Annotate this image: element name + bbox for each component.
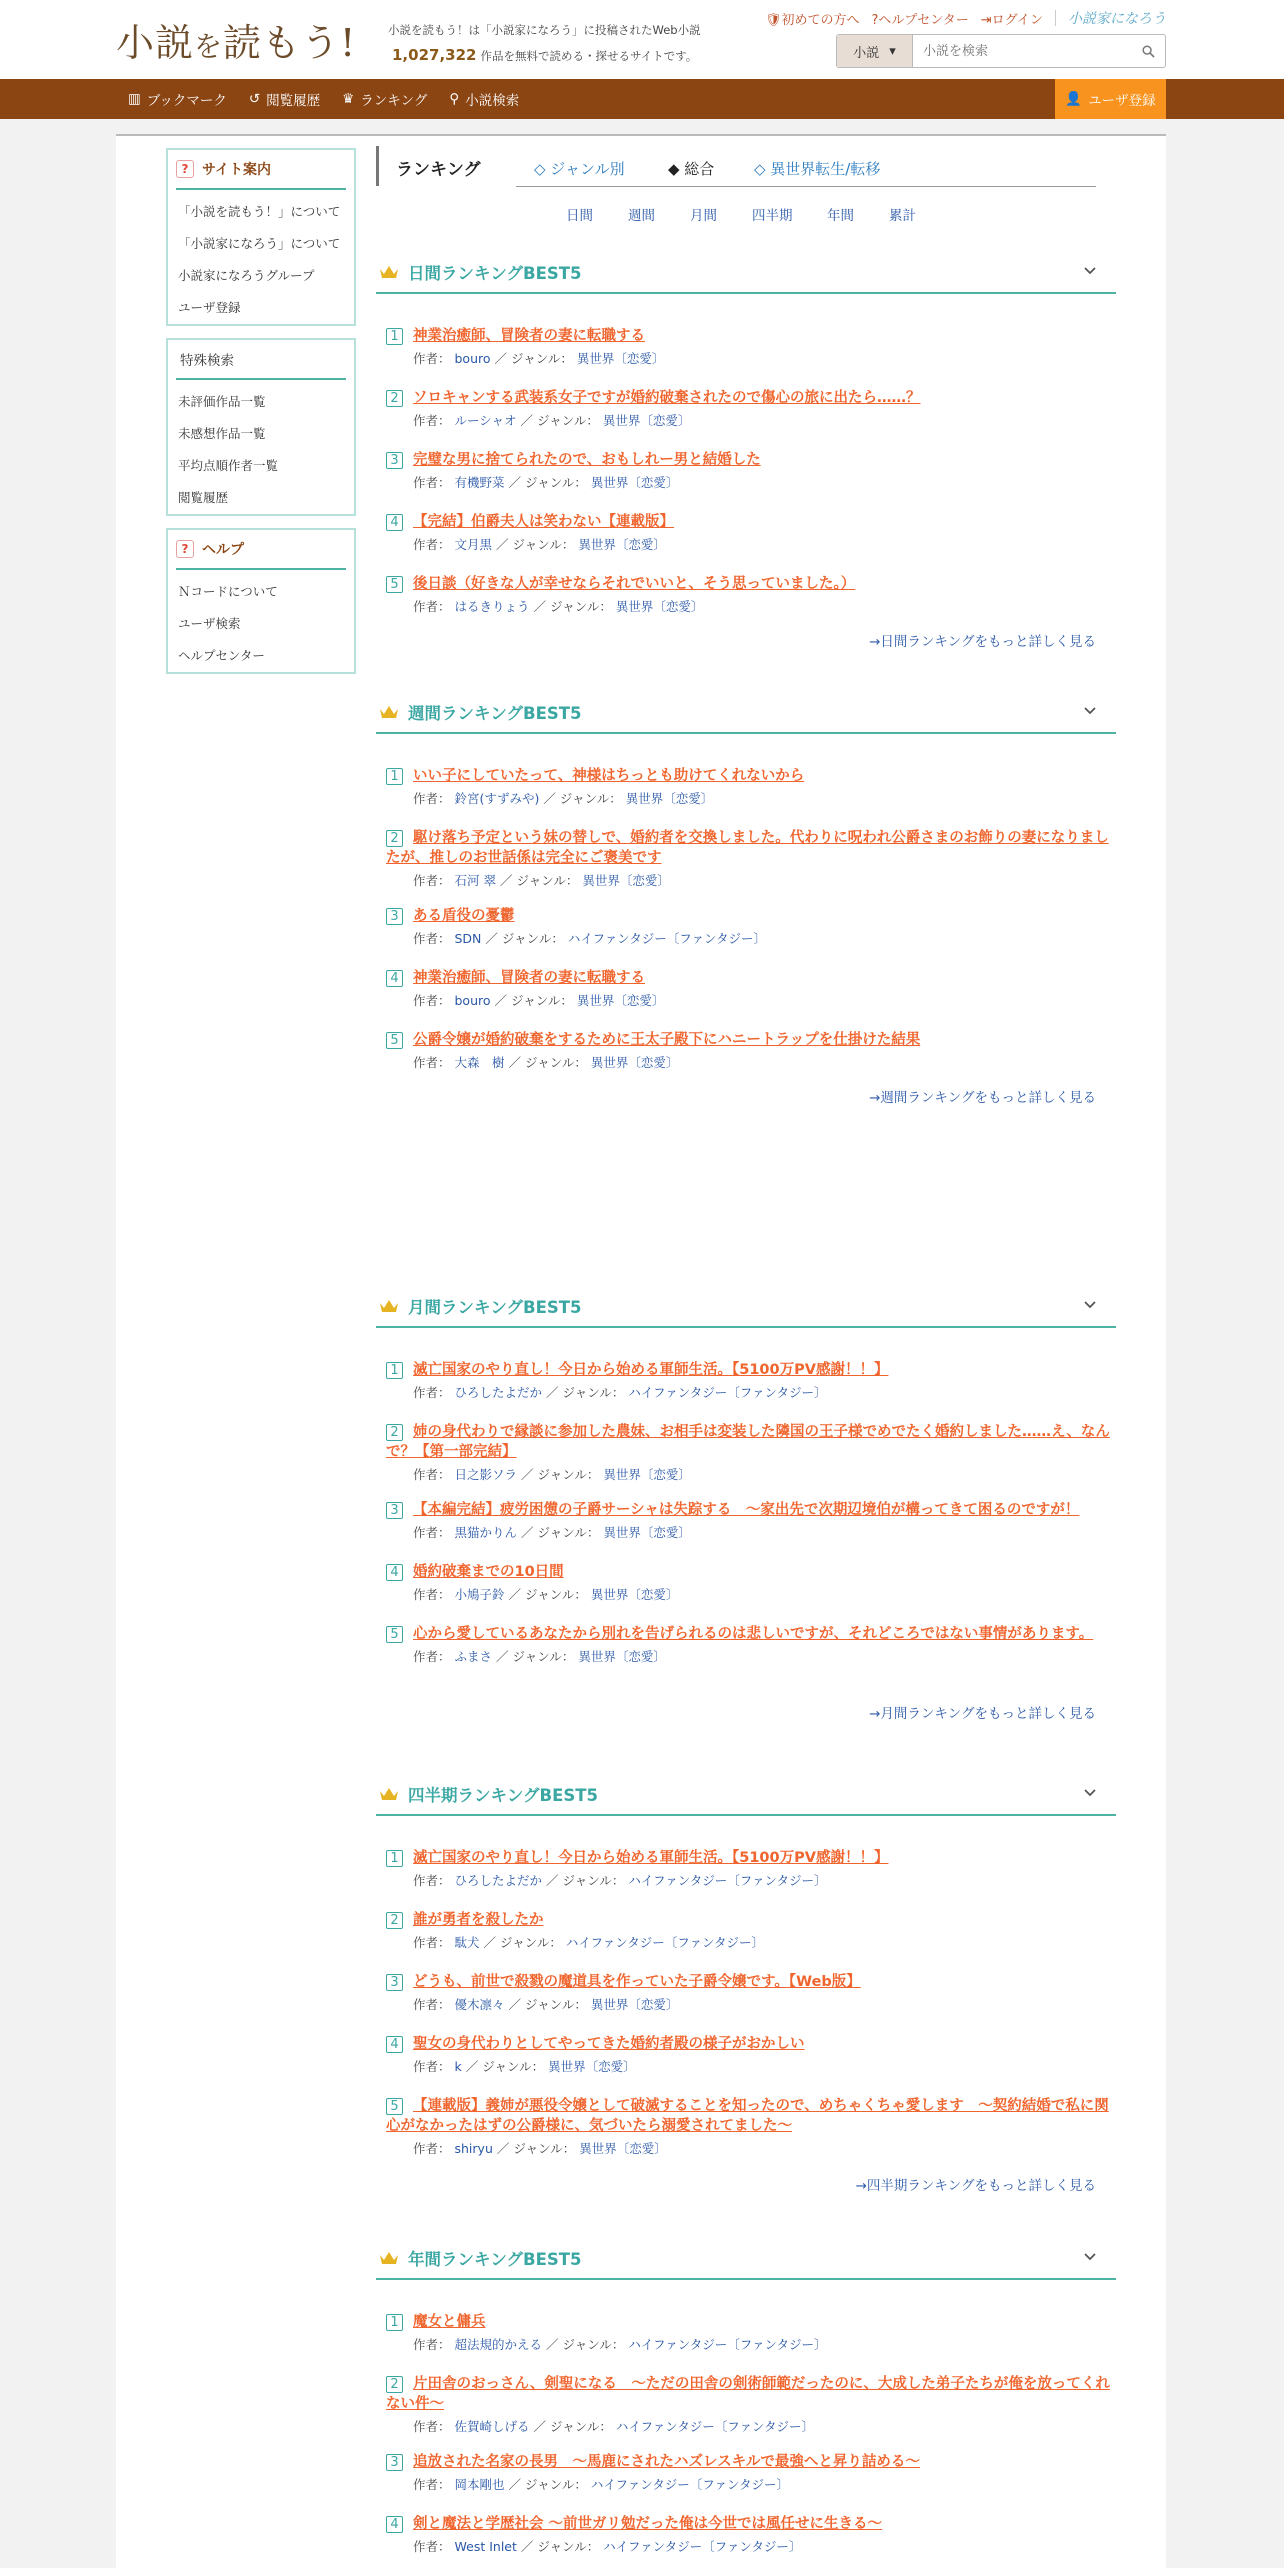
genre-label: ／ ジャンル： bbox=[533, 2419, 612, 2434]
author-label: 作者： bbox=[413, 351, 451, 366]
novel-title-link[interactable]: 完璧な男に捨てられたので、おもしれー男と結婚した bbox=[413, 452, 761, 468]
genre-link[interactable]: ハイファンタジー〔ファンタジー〕 bbox=[603, 2539, 802, 2554]
search-type-select[interactable]: 小説 ▾ bbox=[837, 35, 913, 67]
genre-label: ／ ジャンル： bbox=[508, 475, 587, 490]
crown-icon bbox=[376, 262, 402, 282]
ranking-entry bbox=[386, 1848, 1116, 1889]
author-label: 作者： bbox=[413, 537, 451, 552]
nav-history[interactable]: ↺ 閲覧履歴 bbox=[248, 91, 321, 109]
ranking-entry bbox=[386, 1500, 1116, 1541]
rank-badge: 3 bbox=[386, 452, 403, 469]
novel-title-link[interactable]: 公爵令嬢が婚約破棄をするために王太子殿下にハニートラップを仕掛けた結果 bbox=[413, 1032, 921, 1048]
sidebar-item-history[interactable]: 閲覧履歴 bbox=[178, 490, 229, 505]
ranking-entry bbox=[386, 906, 1116, 947]
author-link[interactable]: SDN bbox=[454, 931, 482, 946]
ranking-section bbox=[376, 252, 1116, 650]
author-link[interactable]: 石河 翠 bbox=[454, 873, 496, 888]
period-quarterly[interactable]: 四半期 bbox=[752, 208, 793, 224]
nav-bookmark[interactable]: ▥ ブックマーク bbox=[128, 91, 227, 109]
rank-badge: 3 bbox=[386, 1502, 403, 1519]
rank-badge: 1 bbox=[386, 328, 403, 345]
chevron-down-icon[interactable] bbox=[1082, 1784, 1098, 1800]
crown-icon bbox=[376, 2248, 402, 2268]
rank-badge: 4 bbox=[386, 970, 403, 987]
novel-meta bbox=[386, 2417, 1116, 2435]
author-link[interactable]: 有機野菜 bbox=[454, 475, 505, 490]
novel-meta bbox=[386, 929, 1116, 947]
nav-register-button[interactable]: 👤 ユーザ登録 bbox=[1055, 79, 1166, 119]
ranking-entry bbox=[386, 828, 1116, 889]
author-label: 作者： bbox=[413, 2419, 451, 2434]
rank-badge: 1 bbox=[386, 2314, 403, 2331]
author-label: 作者： bbox=[413, 791, 451, 806]
novel-meta bbox=[386, 1933, 1116, 1951]
ranking-section bbox=[376, 692, 1116, 1106]
section-title: 週間ランキングBEST5 bbox=[408, 704, 582, 723]
rank-badge: 2 bbox=[386, 1912, 403, 1929]
tab-overall[interactable]: ◆ 総合 bbox=[668, 160, 715, 178]
genre-link[interactable]: 異世界〔恋愛〕 bbox=[579, 2141, 667, 2156]
novel-meta bbox=[386, 597, 1116, 615]
rank-badge: 3 bbox=[386, 908, 403, 925]
genre-label: ／ ジャンル： bbox=[520, 2539, 600, 2554]
author-link[interactable]: 黒猫かりん bbox=[454, 1525, 518, 1540]
ranking-section bbox=[376, 1286, 1116, 1722]
rank-badge: 1 bbox=[386, 1850, 403, 1867]
genre-link[interactable]: ハイファンタジー〔ファンタジー〕 bbox=[628, 1385, 827, 1400]
page-container bbox=[116, 136, 1166, 2568]
author-link[interactable]: shiryu bbox=[454, 2141, 493, 2156]
genre-label: ／ ジャンル： bbox=[546, 1385, 625, 1400]
ranking-entry bbox=[386, 450, 1116, 491]
more-ranking-link[interactable]: →四半期ランキングをもっと詳しく見る bbox=[855, 2178, 1096, 2194]
ranking-entry bbox=[386, 968, 1116, 1009]
ranking-entry bbox=[386, 2034, 1116, 2075]
author-label: 作者： bbox=[413, 2477, 451, 2492]
sidebar-item-narou-group[interactable]: 小説家になろうグループ bbox=[178, 268, 315, 283]
sidebar-item-no-reviews[interactable]: 未感想作品一覧 bbox=[178, 426, 266, 441]
author-label: 作者： bbox=[413, 2141, 451, 2156]
genre-label: ／ ジャンル： bbox=[494, 993, 573, 1008]
author-link[interactable]: 文月黒 bbox=[454, 537, 493, 552]
ranking-entry bbox=[386, 2374, 1116, 2435]
sidebar-guide-title: サイト案内 bbox=[202, 162, 272, 178]
novel-title-link[interactable]: ある盾役の憂鬱 bbox=[413, 908, 515, 924]
section-title: 月間ランキングBEST5 bbox=[408, 1298, 582, 1317]
sidebar-help-title: ヘルプ bbox=[202, 542, 244, 558]
question-icon: ? bbox=[871, 12, 879, 28]
novel-meta bbox=[386, 1585, 1116, 1603]
first-time-link[interactable]: 🛡初めての方へ bbox=[764, 12, 860, 28]
novel-title-link[interactable]: 姉の身代わりで縁談に参加した農妹、お相手は変装した隣国の王子様でめでたく婚約しました……え、なんで？【第一部完結】 bbox=[386, 1424, 1110, 1460]
question-icon: ? bbox=[176, 540, 194, 558]
more-ranking-link[interactable]: →週間ランキングをもっと詳しく見る bbox=[869, 1090, 1096, 1106]
section-title: 年間ランキングBEST5 bbox=[408, 2250, 582, 2269]
period-weekly[interactable]: 週間 bbox=[628, 208, 655, 224]
ranking-entry bbox=[386, 2312, 1116, 2353]
author-label: 作者： bbox=[413, 2337, 451, 2352]
novel-meta bbox=[386, 789, 1116, 807]
novel-title-link[interactable]: 剣と魔法と学歴社会 〜前世ガリ勉だった俺は今世では風任せに生きる〜 bbox=[413, 2516, 883, 2532]
novel-meta bbox=[386, 1053, 1116, 1071]
novel-title-link[interactable]: ソロキャンする武装系女子ですが婚約破棄されたので傷心の旅に出たら……？ bbox=[413, 390, 921, 406]
genre-label: ／ ジャンル： bbox=[483, 1935, 562, 1950]
novel-title-link[interactable]: 誰が勇者を殺したか bbox=[413, 1912, 544, 1928]
ranking-section bbox=[376, 1774, 1116, 2194]
novel-meta bbox=[386, 411, 1116, 429]
author-label: 作者： bbox=[413, 1649, 451, 1664]
genre-link[interactable]: 異世界〔恋愛〕 bbox=[603, 1467, 691, 1482]
sidebar-help bbox=[166, 528, 356, 674]
author-link[interactable]: 佐賀崎しげる bbox=[454, 2419, 530, 2434]
novel-title-link[interactable]: どうも、前世で殺戮の魔道具を作っていた子爵令嬢です。【Web版】 bbox=[413, 1974, 861, 1990]
novel-meta bbox=[386, 2335, 1116, 2353]
ranking-entry bbox=[386, 1910, 1116, 1951]
period-monthly[interactable]: 月間 bbox=[690, 208, 717, 224]
more-ranking-link[interactable]: →月間ランキングをもっと詳しく見る bbox=[869, 1706, 1096, 1722]
author-link[interactable]: West Inlet bbox=[454, 2539, 517, 2554]
ranking-entry bbox=[386, 1422, 1116, 1483]
rank-badge: 2 bbox=[386, 2376, 403, 2393]
genre-label: ／ ジャンル： bbox=[508, 1055, 587, 1070]
novel-title-link[interactable]: 【連載版】義姉が悪役令嬢として破滅することを知ったので、めちゃくちゃ愛します 〜契約結婚で私に関心がなかったはずの公爵様に、気づいたら溺愛されてました〜 bbox=[386, 2098, 1109, 2134]
section-header bbox=[376, 1286, 1116, 1328]
author-link[interactable]: bouro bbox=[454, 993, 491, 1008]
crown-icon: ♛ bbox=[342, 91, 355, 107]
period-cumulative[interactable]: 累計 bbox=[889, 208, 916, 224]
author-label: 作者： bbox=[413, 1587, 451, 1602]
author-link[interactable]: 小鳩子鈴 bbox=[454, 1587, 505, 1602]
genre-label: ／ ジャンル： bbox=[499, 873, 579, 888]
main-nav bbox=[0, 79, 1284, 119]
genre-link[interactable]: 異世界〔恋愛〕 bbox=[576, 993, 665, 1008]
rank-badge: 2 bbox=[386, 830, 403, 847]
author-label: 作者： bbox=[413, 1525, 451, 1540]
ranking-entry bbox=[386, 2096, 1116, 2157]
genre-label: ／ ジャンル： bbox=[543, 791, 622, 806]
divider bbox=[1055, 10, 1056, 26]
genre-link[interactable]: 異世界〔恋愛〕 bbox=[590, 1055, 679, 1070]
ranking-entry bbox=[386, 1360, 1116, 1401]
genre-label: ／ ジャンル： bbox=[546, 1873, 625, 1888]
genre-label: ／ ジャンル： bbox=[496, 2141, 576, 2156]
genre-label: ／ ジャンル： bbox=[485, 931, 564, 946]
author-link[interactable]: 大森 樹 bbox=[454, 1055, 505, 1070]
author-link[interactable]: k bbox=[454, 2059, 462, 2074]
section-title: 四半期ランキングBEST5 bbox=[408, 1786, 598, 1805]
novel-title-link[interactable]: 追放された名家の長男 〜馬鹿にされたハズレスキルで最強へと昇り詰める〜 bbox=[413, 2454, 920, 2470]
rank-badge: 2 bbox=[386, 1424, 403, 1441]
genre-label: ／ ジャンル： bbox=[494, 351, 573, 366]
novel-meta bbox=[386, 2139, 1116, 2157]
genre-label: ／ ジャンル： bbox=[533, 599, 612, 614]
genre-link[interactable]: ハイファンタジー〔ファンタジー〕 bbox=[615, 2419, 815, 2434]
rank-badge: 1 bbox=[386, 768, 403, 785]
genre-link[interactable]: ハイファンタジー〔ファンタジー〕 bbox=[567, 931, 766, 946]
author-label: 作者： bbox=[413, 993, 451, 1008]
help-center-link[interactable]: ?ヘルプセンター bbox=[871, 12, 969, 28]
author-link[interactable]: 超法規的かえる bbox=[454, 2337, 543, 2352]
genre-link[interactable]: 異世界〔恋愛〕 bbox=[578, 1649, 666, 1664]
ranking-entry bbox=[386, 1972, 1116, 2013]
genre-link[interactable]: 異世界〔恋愛〕 bbox=[602, 413, 691, 428]
ranking-entry bbox=[386, 388, 1116, 429]
page-title: ランキング bbox=[396, 160, 481, 180]
ranking-entry bbox=[386, 766, 1116, 807]
novel-meta bbox=[386, 1465, 1116, 1483]
author-label: 作者： bbox=[413, 1997, 451, 2012]
novel-meta bbox=[386, 2475, 1116, 2493]
rank-badge: 4 bbox=[386, 2516, 403, 2533]
genre-link[interactable]: 異世界〔恋愛〕 bbox=[548, 2059, 636, 2074]
novel-meta bbox=[386, 2537, 1116, 2555]
top-links bbox=[765, 8, 1166, 28]
novel-meta bbox=[386, 991, 1116, 1009]
rank-badge: 5 bbox=[386, 1032, 403, 1049]
rank-badge: 2 bbox=[386, 390, 403, 407]
rank-badge: 5 bbox=[386, 2098, 403, 2115]
novel-meta bbox=[386, 1995, 1116, 2013]
crown-icon bbox=[376, 1784, 402, 1804]
novel-title-link[interactable]: 神業治癒師、冒険者の妻に転職する bbox=[413, 328, 645, 344]
novel-title-link[interactable]: 神業治癒師、冒険者の妻に転職する bbox=[413, 970, 645, 986]
genre-link[interactable]: 異世界〔恋愛〕 bbox=[582, 873, 670, 888]
genre-label: ／ ジャンル： bbox=[496, 1649, 575, 1664]
work-count-line bbox=[392, 46, 697, 64]
author-link[interactable]: 岡本剛也 bbox=[454, 2477, 505, 2492]
sidebar-item-about-yomou[interactable]: 「小説を読もう！」について bbox=[178, 204, 341, 219]
ranking-entry bbox=[386, 326, 1116, 367]
genre-label: ／ ジャンル： bbox=[520, 413, 599, 428]
sidebar-item-unrated[interactable]: 未評価作品一覧 bbox=[178, 394, 266, 409]
rank-badge: 5 bbox=[386, 1626, 403, 1643]
author-label: 作者： bbox=[413, 599, 451, 614]
author-link[interactable]: はるきりょう bbox=[454, 599, 530, 614]
sidebar-site-guide bbox=[166, 148, 356, 326]
sidebar-item-average-score[interactable]: 平均点順作者一覧 bbox=[178, 458, 279, 473]
search-box bbox=[836, 34, 1166, 68]
search-button[interactable] bbox=[1131, 35, 1165, 67]
author-link[interactable]: bouro bbox=[454, 351, 491, 366]
ranking-entry bbox=[386, 2514, 1116, 2555]
author-link[interactable]: ふまさ bbox=[454, 1649, 493, 1664]
author-label: 作者： bbox=[413, 2059, 451, 2074]
work-count: 1,027,322 bbox=[392, 46, 477, 64]
rank-badge: 1 bbox=[386, 1362, 403, 1379]
novel-title-link[interactable]: 片田舎のおっさん、剣聖になる 〜ただの田舎の剣術師範だったのに、大成した弟子たちが俺を放ってくれない件〜 bbox=[386, 2376, 1110, 2412]
author-link[interactable]: 駄犬 bbox=[454, 1935, 480, 1950]
genre-link[interactable]: 異世界〔恋愛〕 bbox=[590, 1587, 679, 1602]
sidebar-special-title: 特殊検索 bbox=[180, 353, 234, 369]
author-label: 作者： bbox=[413, 413, 451, 428]
site-tagline: 小説を読もう！は「小説家になろう」に投稿されたWeb小説 bbox=[388, 23, 701, 37]
crown-icon bbox=[376, 1296, 402, 1316]
site-logo[interactable]: 小説を読もう! bbox=[116, 21, 357, 65]
author-link[interactable]: ルーシャオ bbox=[454, 413, 517, 428]
narou-brand-link[interactable]: 小説家になろう bbox=[1068, 11, 1166, 27]
novel-meta bbox=[386, 535, 1116, 553]
ranking-tabs bbox=[376, 146, 1096, 186]
novel-meta bbox=[386, 1383, 1116, 1401]
section-header bbox=[376, 2238, 1116, 2280]
ranking-entry bbox=[386, 1624, 1116, 1665]
novel-meta bbox=[386, 349, 1116, 367]
sidebar-item-about-narou[interactable]: 「小説家になろう」について bbox=[178, 236, 341, 251]
crown-icon bbox=[376, 702, 402, 722]
genre-link[interactable]: 異世界〔恋愛〕 bbox=[603, 1525, 691, 1540]
rank-badge: 4 bbox=[386, 514, 403, 531]
nav-search[interactable]: ⚲ 小説検索 bbox=[449, 91, 520, 109]
sidebar-item-ncode[interactable]: Ｎコードについて bbox=[178, 584, 278, 599]
ranking-section bbox=[376, 2238, 1116, 2554]
sidebar-item-user-search[interactable]: ユーザ検索 bbox=[178, 616, 241, 631]
novel-meta bbox=[386, 1647, 1116, 1665]
author-label: 作者： bbox=[413, 2539, 451, 2554]
sidebar-item-help-center[interactable]: ヘルプセンター bbox=[178, 648, 265, 663]
novel-title-link[interactable]: 駆け落ち予定という妹の替しで、婚約者を交換しました。代わりに呪われ公爵さまのお飾りの妻になりましたが、推しのお世話係は完全にご褒美です bbox=[386, 830, 1109, 866]
author-link[interactable]: 日之影ソラ bbox=[454, 1467, 518, 1482]
chevron-down-icon[interactable] bbox=[1082, 2248, 1098, 2264]
tab-isekai[interactable]: ◇ 異世界転生/転移 bbox=[754, 160, 881, 178]
genre-label: ／ ジャンル： bbox=[521, 1525, 600, 1540]
login-link[interactable]: ⇥ログイン bbox=[980, 12, 1043, 28]
chevron-down-icon: ▾ bbox=[889, 43, 896, 59]
work-count-suffix: 作品を無料で読める・探せるサイトです。 bbox=[480, 49, 698, 63]
rank-badge: 4 bbox=[386, 2036, 403, 2053]
genre-label: ／ ジャンル： bbox=[496, 537, 575, 552]
rank-badge: 3 bbox=[386, 2454, 403, 2471]
nav-ranking[interactable]: ♛ ランキング bbox=[342, 91, 428, 109]
ranking-entry bbox=[386, 574, 1116, 615]
author-link[interactable]: 鈴宮(すずみや) bbox=[454, 791, 540, 806]
section-header bbox=[376, 1774, 1116, 1816]
ranking-entry bbox=[386, 2452, 1116, 2493]
ranking-entry bbox=[386, 1030, 1116, 1071]
chevron-down-icon[interactable] bbox=[1082, 702, 1098, 718]
section-header bbox=[376, 252, 1116, 294]
novel-title-link[interactable]: 【本編完結】疲労困憊の子爵サーシャは失踪する 〜家出先で次期辺境伯が構ってきて困るのですが！ bbox=[413, 1502, 1080, 1518]
tab-genre[interactable]: ◇ ジャンル別 bbox=[534, 160, 625, 178]
sidebar-special-search bbox=[166, 338, 356, 516]
novel-meta bbox=[386, 1871, 1116, 1889]
author-label: 作者： bbox=[413, 1467, 451, 1482]
novel-title-link[interactable]: 心から愛しているあなたから別れを告げられるのは悲しいですが、それどころではない事情があります。 bbox=[413, 1626, 1094, 1642]
rank-badge: 3 bbox=[386, 1974, 403, 1991]
genre-link[interactable]: ハイファンタジー〔ファンタジー〕 bbox=[628, 2337, 827, 2352]
novel-meta bbox=[386, 1523, 1116, 1541]
genre-link[interactable]: ハイファンタジー〔ファンタジー〕 bbox=[565, 1935, 765, 1950]
search-icon: ⚲ bbox=[449, 91, 460, 107]
section-header bbox=[376, 692, 1116, 734]
genre-link[interactable]: 異世界〔恋愛〕 bbox=[590, 1997, 679, 2012]
user-icon: 👤 bbox=[1065, 91, 1083, 107]
genre-label: ／ ジャンル： bbox=[465, 2059, 545, 2074]
novel-meta bbox=[386, 473, 1116, 491]
section-title: 日間ランキングBEST5 bbox=[408, 264, 582, 283]
author-link[interactable]: ひろしたよだか bbox=[454, 1385, 543, 1400]
novel-title-link[interactable]: 婚約破棄までの10日間 bbox=[413, 1564, 564, 1580]
genre-label: ／ ジャンル： bbox=[508, 1997, 587, 2012]
question-icon: ? bbox=[176, 160, 194, 178]
genre-link[interactable]: 異世界〔恋愛〕 bbox=[576, 351, 665, 366]
novel-title-link[interactable]: 【完結】伯爵夫人は笑わない【連載版】 bbox=[413, 514, 674, 530]
author-label: 作者： bbox=[413, 1385, 451, 1400]
author-label: 作者： bbox=[413, 931, 451, 946]
genre-label: ／ ジャンル： bbox=[508, 2477, 587, 2492]
search-input[interactable] bbox=[913, 35, 1131, 67]
rank-badge: 4 bbox=[386, 1564, 403, 1581]
login-icon: ⇥ bbox=[980, 12, 992, 28]
shield-icon: 🛡 bbox=[764, 12, 782, 28]
author-label: 作者： bbox=[413, 1055, 451, 1070]
genre-link[interactable]: 異世界〔恋愛〕 bbox=[615, 599, 704, 614]
novel-meta bbox=[386, 871, 1116, 889]
novel-title-link[interactable]: 滅亡国家のやり直し！今日から始める軍師生活。【5100万PV感謝！！】 bbox=[413, 1362, 889, 1378]
period-yearly[interactable]: 年間 bbox=[827, 208, 854, 224]
author-link[interactable]: ひろしたよだか bbox=[454, 1873, 543, 1888]
genre-label: ／ ジャンル： bbox=[546, 2337, 625, 2352]
bookmark-icon: ▥ bbox=[128, 91, 141, 107]
genre-label: ／ ジャンル： bbox=[508, 1587, 587, 1602]
period-daily[interactable]: 日間 bbox=[566, 208, 593, 224]
genre-link[interactable]: 異世界〔恋愛〕 bbox=[590, 475, 679, 490]
rank-badge: 5 bbox=[386, 576, 403, 593]
chevron-down-icon[interactable] bbox=[1082, 262, 1098, 278]
novel-title-link[interactable]: 魔女と傭兵 bbox=[413, 2314, 486, 2330]
novel-title-link[interactable]: 聖女の身代わりとしてやってきた婚約者殿の様子がおかしい bbox=[413, 2036, 805, 2052]
genre-label: ／ ジャンル： bbox=[521, 1467, 600, 1482]
novel-title-link[interactable]: いい子にしていたって、神様はちっとも助けてくれないから bbox=[413, 768, 805, 784]
ranking-entry bbox=[386, 512, 1116, 553]
more-ranking-link[interactable]: →日間ランキングをもっと詳しく見る bbox=[869, 634, 1096, 650]
author-link[interactable]: 優木凛々 bbox=[454, 1997, 505, 2012]
novel-title-link[interactable]: 後日談（好きな人が幸せならそれでいいと、そう思っていました。） bbox=[413, 576, 856, 592]
author-label: 作者： bbox=[413, 873, 451, 888]
author-label: 作者： bbox=[413, 475, 451, 490]
search-icon bbox=[1142, 45, 1155, 58]
history-icon: ↺ bbox=[248, 91, 261, 107]
chevron-down-icon[interactable] bbox=[1082, 1296, 1098, 1312]
ranking-entry bbox=[386, 1562, 1116, 1603]
period-links bbox=[566, 204, 951, 224]
sidebar-item-register[interactable]: ユーザ登録 bbox=[178, 300, 241, 315]
author-label: 作者： bbox=[413, 1873, 451, 1888]
genre-link[interactable]: ハイファンタジー〔ファンタジー〕 bbox=[590, 2477, 790, 2492]
site-header bbox=[0, 0, 1284, 79]
genre-link[interactable]: 異世界〔恋愛〕 bbox=[625, 791, 714, 806]
novel-meta bbox=[386, 2057, 1116, 2075]
author-label: 作者： bbox=[413, 1935, 451, 1950]
novel-title-link[interactable]: 滅亡国家のやり直し！今日から始める軍師生活。【5100万PV感謝！！】 bbox=[413, 1850, 889, 1866]
genre-link[interactable]: ハイファンタジー〔ファンタジー〕 bbox=[628, 1873, 827, 1888]
genre-link[interactable]: 異世界〔恋愛〕 bbox=[578, 537, 666, 552]
